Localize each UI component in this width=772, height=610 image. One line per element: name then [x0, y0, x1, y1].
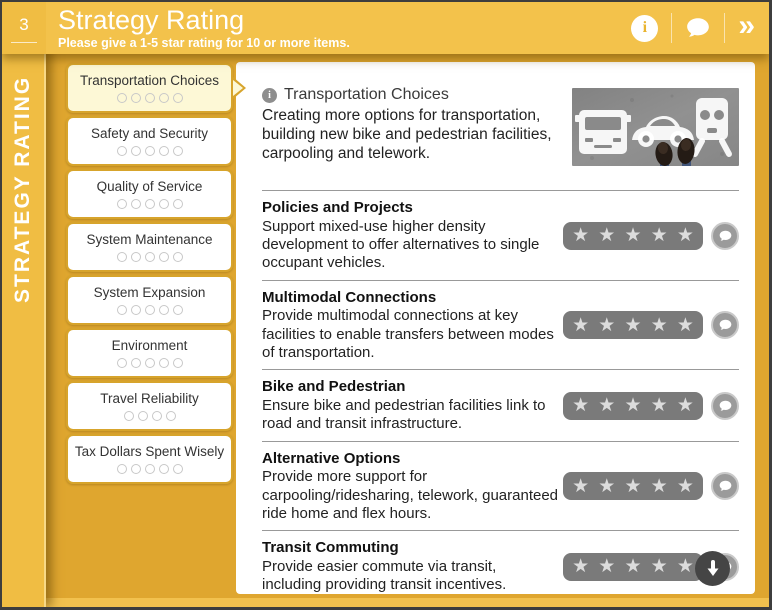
page-title: Strategy Rating: [58, 4, 245, 35]
rating-dot: [117, 252, 127, 262]
step-indicator: [2, 2, 46, 54]
rating-dot: [145, 464, 155, 474]
star-icon[interactable]: ★: [676, 225, 694, 247]
star-icon[interactable]: ★: [676, 395, 694, 417]
tab-label: Quality of Service: [96, 178, 203, 194]
star-icon[interactable]: ★: [650, 395, 668, 417]
star-icon[interactable]: ★: [598, 395, 616, 417]
transportation-photo: [572, 88, 739, 166]
rating-dot: [145, 93, 155, 103]
star-icon[interactable]: ★: [572, 314, 590, 336]
item-description: Provide multimodal connections at key facilities to enable transfers between modes of transportation.: [262, 307, 554, 361]
header-separator: [724, 13, 725, 43]
sidebar-tab[interactable]: [66, 434, 233, 484]
rating-dot: [138, 411, 148, 421]
app-background: [2, 2, 769, 607]
rating-dot: [159, 305, 169, 315]
tab-dots: [117, 199, 183, 209]
rating-dot: [117, 305, 127, 315]
rating-dot: [173, 93, 183, 103]
comment-button[interactable]: [711, 222, 739, 250]
item-text: [262, 539, 563, 594]
item-controls: [563, 311, 739, 339]
topic-title: Transportation Choices: [284, 86, 449, 103]
topic-info-icon: i: [262, 88, 277, 103]
tab-dots: [117, 305, 183, 315]
header-text: [58, 6, 631, 50]
rating-dot: [145, 358, 155, 368]
comment-icon[interactable]: [685, 15, 711, 41]
rating-dot: [131, 146, 141, 156]
comment-button[interactable]: [711, 392, 739, 420]
content-panel: [236, 62, 755, 594]
rating-dot: [173, 146, 183, 156]
item-title: Policies and Projects: [262, 199, 413, 216]
rating-item-row: [262, 280, 739, 370]
rating-dot: [173, 358, 183, 368]
rating-dot: [117, 358, 127, 368]
rating-dot: [131, 358, 141, 368]
rating-dot: [152, 411, 162, 421]
star-icon[interactable]: ★: [572, 556, 590, 578]
step-underline: [11, 42, 37, 43]
item-text: [262, 289, 563, 363]
star-rating-widget[interactable]: [563, 222, 703, 250]
star-icon[interactable]: ★: [598, 475, 616, 497]
header-separator: [671, 13, 672, 43]
rating-dot: [117, 93, 127, 103]
sidebar-tab[interactable]: [66, 63, 233, 113]
rating-dot: [131, 199, 141, 209]
sidebar-tab[interactable]: [66, 116, 233, 166]
item-title: Bike and Pedestrian: [262, 378, 406, 396]
rating-dot: [173, 252, 183, 262]
item-description: Provide easier commute via transit, including providing transit incentives.: [262, 558, 507, 594]
selected-tab-arrow-fill: [233, 80, 243, 96]
rating-dot: [124, 411, 134, 421]
sidebar-tabs: [66, 63, 233, 484]
app-header: [2, 2, 769, 54]
star-icon[interactable]: ★: [598, 556, 616, 578]
rating-dot: [159, 252, 169, 262]
star-rating-widget[interactable]: [563, 392, 703, 420]
rating-dot: [173, 305, 183, 315]
tab-label: Transportation Choices: [79, 72, 220, 88]
rating-dot: [159, 146, 169, 156]
star-rating-widget[interactable]: [563, 311, 703, 339]
star-rating-widget[interactable]: [563, 553, 703, 581]
tab-label: Safety and Security: [90, 125, 209, 141]
tab-dots: [124, 411, 176, 421]
star-icon[interactable]: ★: [624, 225, 642, 247]
tab-dots: [117, 146, 183, 156]
rating-dot: [145, 252, 155, 262]
tab-dots: [117, 252, 183, 262]
scroll-down-button[interactable]: [695, 551, 730, 586]
rating-dot: [131, 93, 141, 103]
rating-dot: [173, 464, 183, 474]
sidebar-tab[interactable]: [66, 222, 233, 272]
page-subtitle: Please give a 1-5 star rating for 10 or more items.: [58, 36, 350, 51]
star-icon[interactable]: ★: [624, 395, 642, 417]
rating-dot: [131, 464, 141, 474]
vertical-page-label: STRATEGY RATING: [11, 75, 34, 303]
step-number: 3: [19, 14, 29, 34]
rating-item-row: [262, 190, 739, 280]
sidebar-tab[interactable]: [66, 381, 233, 431]
star-icon[interactable]: ★: [676, 314, 694, 336]
star-icon[interactable]: ★: [624, 475, 642, 497]
rating-dot: [159, 464, 169, 474]
item-title: Transit Commuting: [262, 539, 399, 557]
star-icon[interactable]: ★: [650, 556, 668, 578]
star-icon[interactable]: ★: [598, 314, 616, 336]
star-icon[interactable]: ★: [676, 556, 694, 578]
star-icon[interactable]: ★: [650, 314, 668, 336]
info-icon[interactable]: i: [631, 15, 658, 42]
rating-item-row: [262, 530, 739, 594]
item-controls: [563, 222, 739, 250]
sidebar-tab[interactable]: [66, 169, 233, 219]
star-icon[interactable]: ★: [598, 225, 616, 247]
star-icon[interactable]: ★: [650, 225, 668, 247]
item-text: [262, 199, 563, 273]
rating-dot: [145, 305, 155, 315]
rating-dot: [159, 358, 169, 368]
tab-label: System Expansion: [93, 284, 206, 300]
item-title: Multimodal Connections: [262, 288, 437, 306]
tab-label: Travel Reliability: [100, 390, 199, 406]
rating-dot: [117, 146, 127, 156]
tab-label: Tax Dollars Spent Wisely: [74, 443, 225, 459]
rating-items: [262, 190, 739, 594]
rating-dot: [145, 199, 155, 209]
rating-item-row: [262, 441, 739, 531]
sidebar-tab[interactable]: [66, 275, 233, 325]
item-controls: [563, 392, 739, 420]
bottom-frame-band: [2, 598, 769, 607]
item-text: [262, 450, 563, 524]
comment-button[interactable]: [711, 311, 739, 339]
rating-dot: [131, 252, 141, 262]
rating-dot: [117, 199, 127, 209]
comment-button[interactable]: [711, 472, 739, 500]
item-text: [262, 378, 563, 433]
star-icon[interactable]: ★: [624, 556, 642, 578]
sidebar-tab[interactable]: [66, 328, 233, 378]
star-icon[interactable]: ★: [572, 475, 590, 497]
topic-header: [262, 86, 755, 178]
rating-dot: [159, 93, 169, 103]
item-description: Ensure bike and pedestrian facilities link to road and transit infrastructure.: [262, 397, 546, 433]
rating-dot: [166, 411, 176, 421]
star-icon[interactable]: ★: [572, 225, 590, 247]
item-title: Alternative Options: [262, 449, 401, 467]
rating-dot: [117, 464, 127, 474]
item-description: Provide more support for carpooling/ridesharing, telework, guaranteed ride home and flex hours.: [262, 468, 559, 522]
topic-description: Creating more options for transportation, building new bike and pedestrian facilities, carpooling and telework.: [262, 107, 552, 163]
star-icon[interactable]: ★: [572, 395, 590, 417]
rating-item-row: [262, 369, 739, 440]
header-icons: [631, 9, 755, 43]
rating-dot: [173, 199, 183, 209]
item-description: Support mixed-use higher density development to offer alternatives to single occupant vehicles.: [262, 217, 540, 272]
tab-label: Environment: [111, 337, 188, 353]
side-strip: [2, 2, 46, 607]
item-controls: [563, 472, 739, 500]
tab-dots: [117, 93, 183, 103]
rating-dot: [145, 146, 155, 156]
rating-dot: [131, 305, 141, 315]
tab-label: System Maintenance: [86, 231, 213, 247]
forward-chevron-icon[interactable]: »: [738, 9, 755, 42]
rating-dot: [159, 199, 169, 209]
star-icon[interactable]: ★: [676, 475, 694, 497]
tab-dots: [117, 358, 183, 368]
tab-dots: [117, 464, 183, 474]
star-icon[interactable]: ★: [624, 314, 642, 336]
star-icon[interactable]: ★: [650, 475, 668, 497]
star-rating-widget[interactable]: [563, 472, 703, 500]
